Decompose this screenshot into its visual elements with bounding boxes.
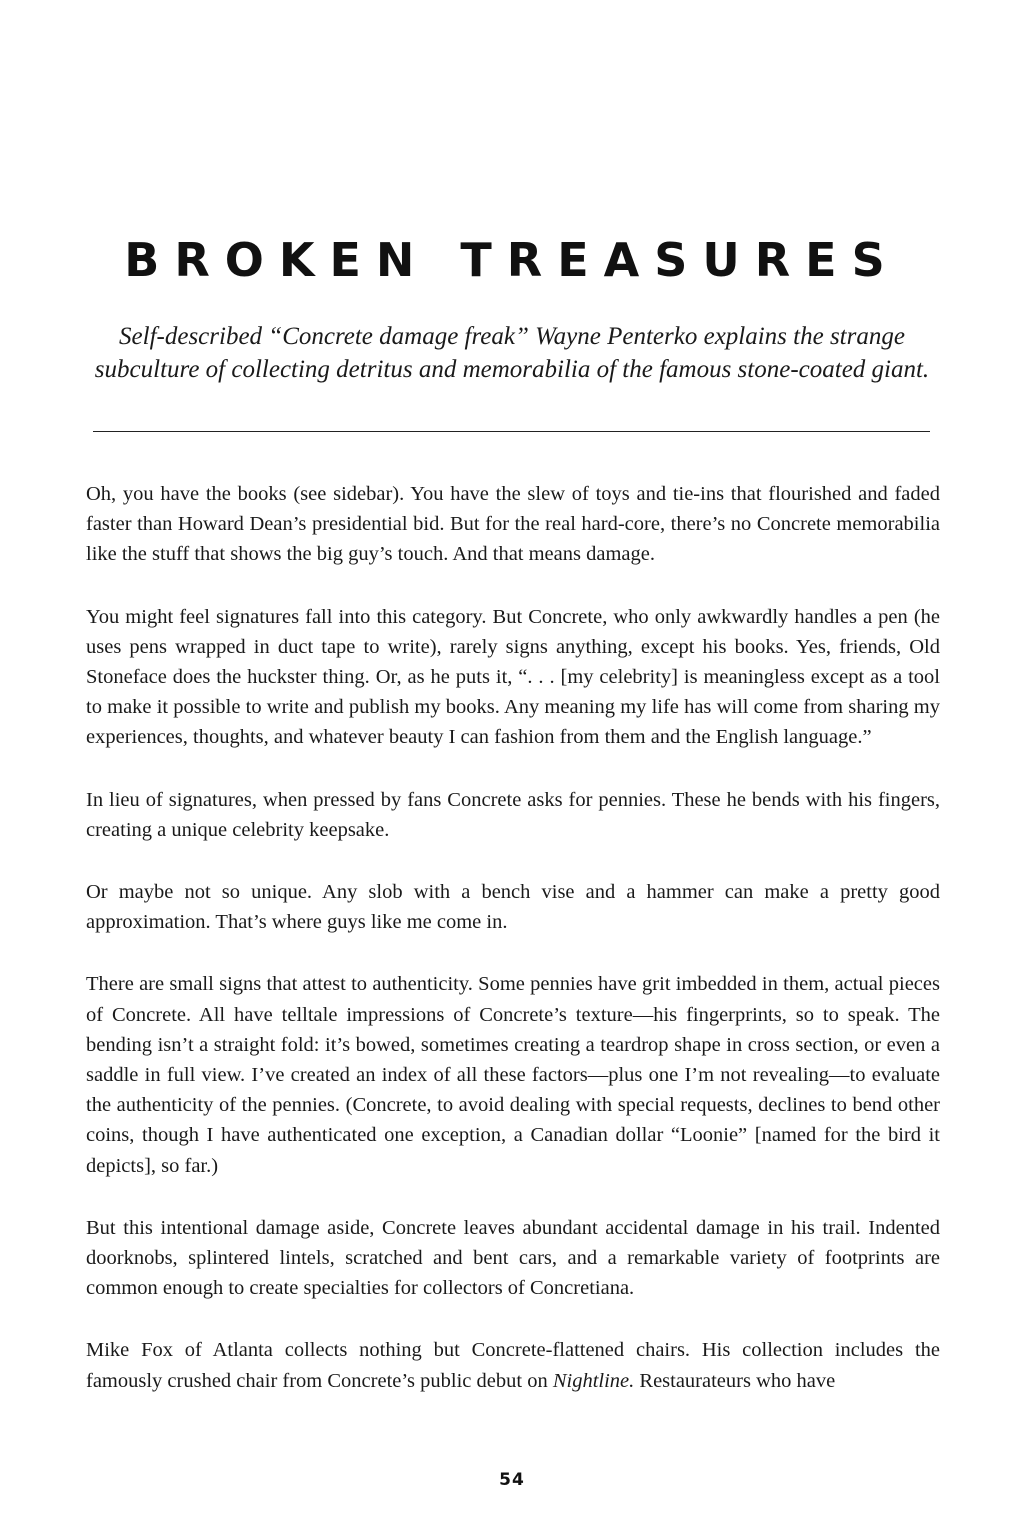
article-body [86,479,940,1396]
body-paragraph: But this intentional damage aside, Concrete leaves abundant accidental damage in his trail. Indented doorknobs, splintered lintels, scratched and bent cars, and a remarkable variety of footprints are common enough to create specialties for collectors of Concretiana. [86,1216,940,1300]
article-title: BROKEN TREASURES [124,233,900,287]
title-divider [93,431,930,432]
paragraph-text: Restaurateurs who have [634,1369,836,1392]
page-number: 54 [499,1470,525,1490]
body-paragraph: There are small signs that attest to authenticity. Some pennies have grit imbedded in them, actual pieces of Concrete. All have telltale impressions of Concrete’s texture—his fingerprints, so to speak. The bending isn’t a straight fold: it’s bowed, sometimes creating a teardrop shape in cross section, or even a saddle in full view. I’ve created an index of all these factors—plus one I’m not revealing—to evaluate the authenticity of the pennies. (Concrete, to avoid dealing with special requests, declines to bend other coins, though I have authenticated one exception, a Canadian dollar “Loonie” [named for the bird it depicts], so far.) [86,973,940,1177]
body-paragraph-last [86,1335,940,1395]
body-paragraph: You might feel signatures fall into this category. But Concrete, who only awkwardly handles a pen (he uses pens wrapped in duct tape to write), rarely signs anything, except his books. Yes, friends, Old Stoneface does the huckster thing. Or, as he puts it, “. . . [my celebrity] is meaningless except as a tool to make it possible to write and publish my books. Any meaning my life has will come from sharing my experiences, thoughts, and whatever beauty I can fashion from them and the English language.” [86,605,940,749]
body-paragraph: In lieu of signatures, when pressed by fans Concrete asks for pennies. These he bends with his fingers, creating a unique celebrity keepsake. [86,788,940,841]
article-subtitle: Self-described “Concrete damage freak” Wayne Penterko explains the strange subculture of collecting detritus and memorabilia of the famous stone-coated giant. [94,323,930,383]
show-title: Nightline. [552,1369,635,1392]
paragraph-text: Mike Fox of Atlanta collects nothing but Concrete-flattened chairs. His collection includes the famously crushed chair from Concrete’s public debut on [86,1339,940,1392]
body-paragraph: Oh, you have the books (see sidebar). You have the slew of toys and tie-ins that flourished and faded faster than Howard Dean’s presidential bid. But for the real hard-core, there’s no Concrete memorabilia like the stuff that shows the big guy’s touch. And that means damage. [86,483,940,566]
body-paragraph: Or maybe not so unique. Any slob with a bench vise and a hammer can make a pretty good approximation. That’s where guys like me come in. [86,881,940,934]
